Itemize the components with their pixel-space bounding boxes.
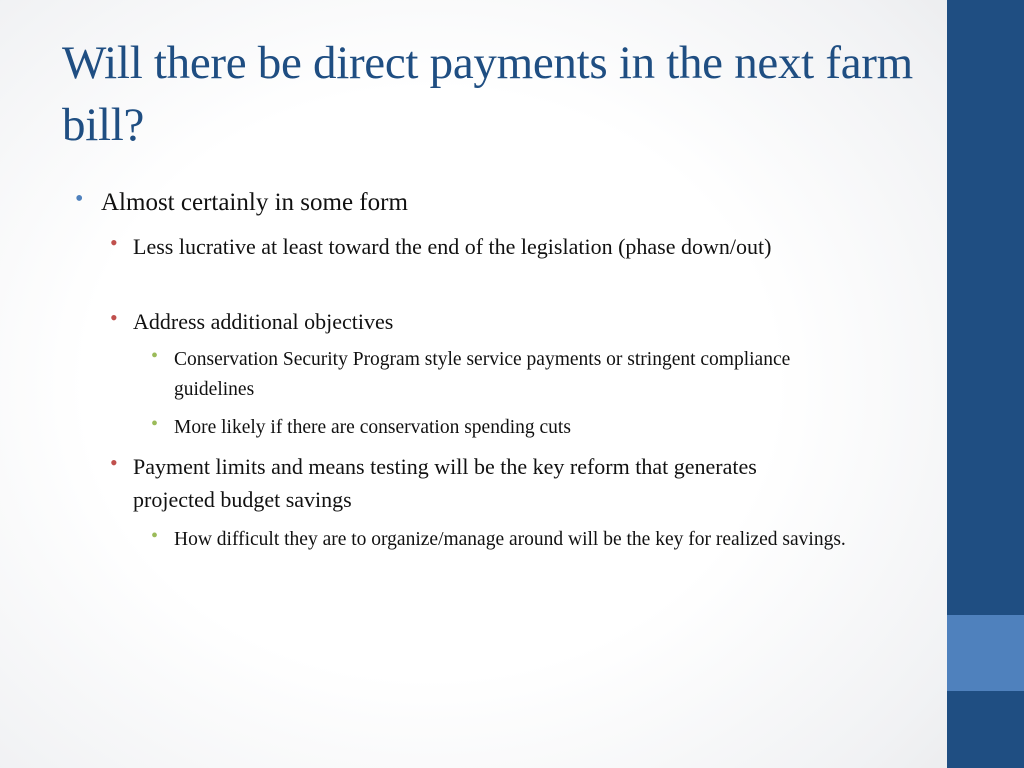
bullet-item-level3 <box>151 525 871 555</box>
slide-title: Will there be direct payments in the next farm bill? <box>62 37 913 151</box>
bullet-item-level3 <box>151 413 851 443</box>
bullet-text: Less lucrative at least toward the end of the legislation (phase down/out) <box>133 234 772 259</box>
bullet-item-level1 <box>75 186 875 220</box>
bullet-dot-icon: • <box>151 525 159 547</box>
bullet-item-level2 <box>110 230 830 263</box>
bullet-dot-icon: • <box>110 305 118 330</box>
bullet-item-level2 <box>110 450 830 516</box>
bullet-dot-icon: • <box>75 186 84 212</box>
bullet-item-level2 <box>110 305 830 338</box>
bullet-text: More likely if there are conservation spending cuts <box>174 417 571 438</box>
bullet-text: Almost certainly in some form <box>101 189 408 216</box>
bullet-dot-icon: • <box>110 230 118 255</box>
bullet-text: Payment limits and means testing will be the key reform that generates projected budget savings <box>133 454 757 512</box>
bullet-item-level3 <box>151 345 851 405</box>
bullet-dot-icon: • <box>151 345 159 367</box>
right-band-accent-block <box>947 615 1024 691</box>
bullet-text: Address additional objectives <box>133 309 394 334</box>
bullet-dot-icon: • <box>151 413 159 435</box>
bullet-dot-icon: • <box>110 450 118 475</box>
bullet-text: Conservation Security Program style service payments or stringent compliance guidelines <box>174 349 791 400</box>
bullet-text: How difficult they are to organize/manage around will be the key for realized savings. <box>174 529 846 550</box>
